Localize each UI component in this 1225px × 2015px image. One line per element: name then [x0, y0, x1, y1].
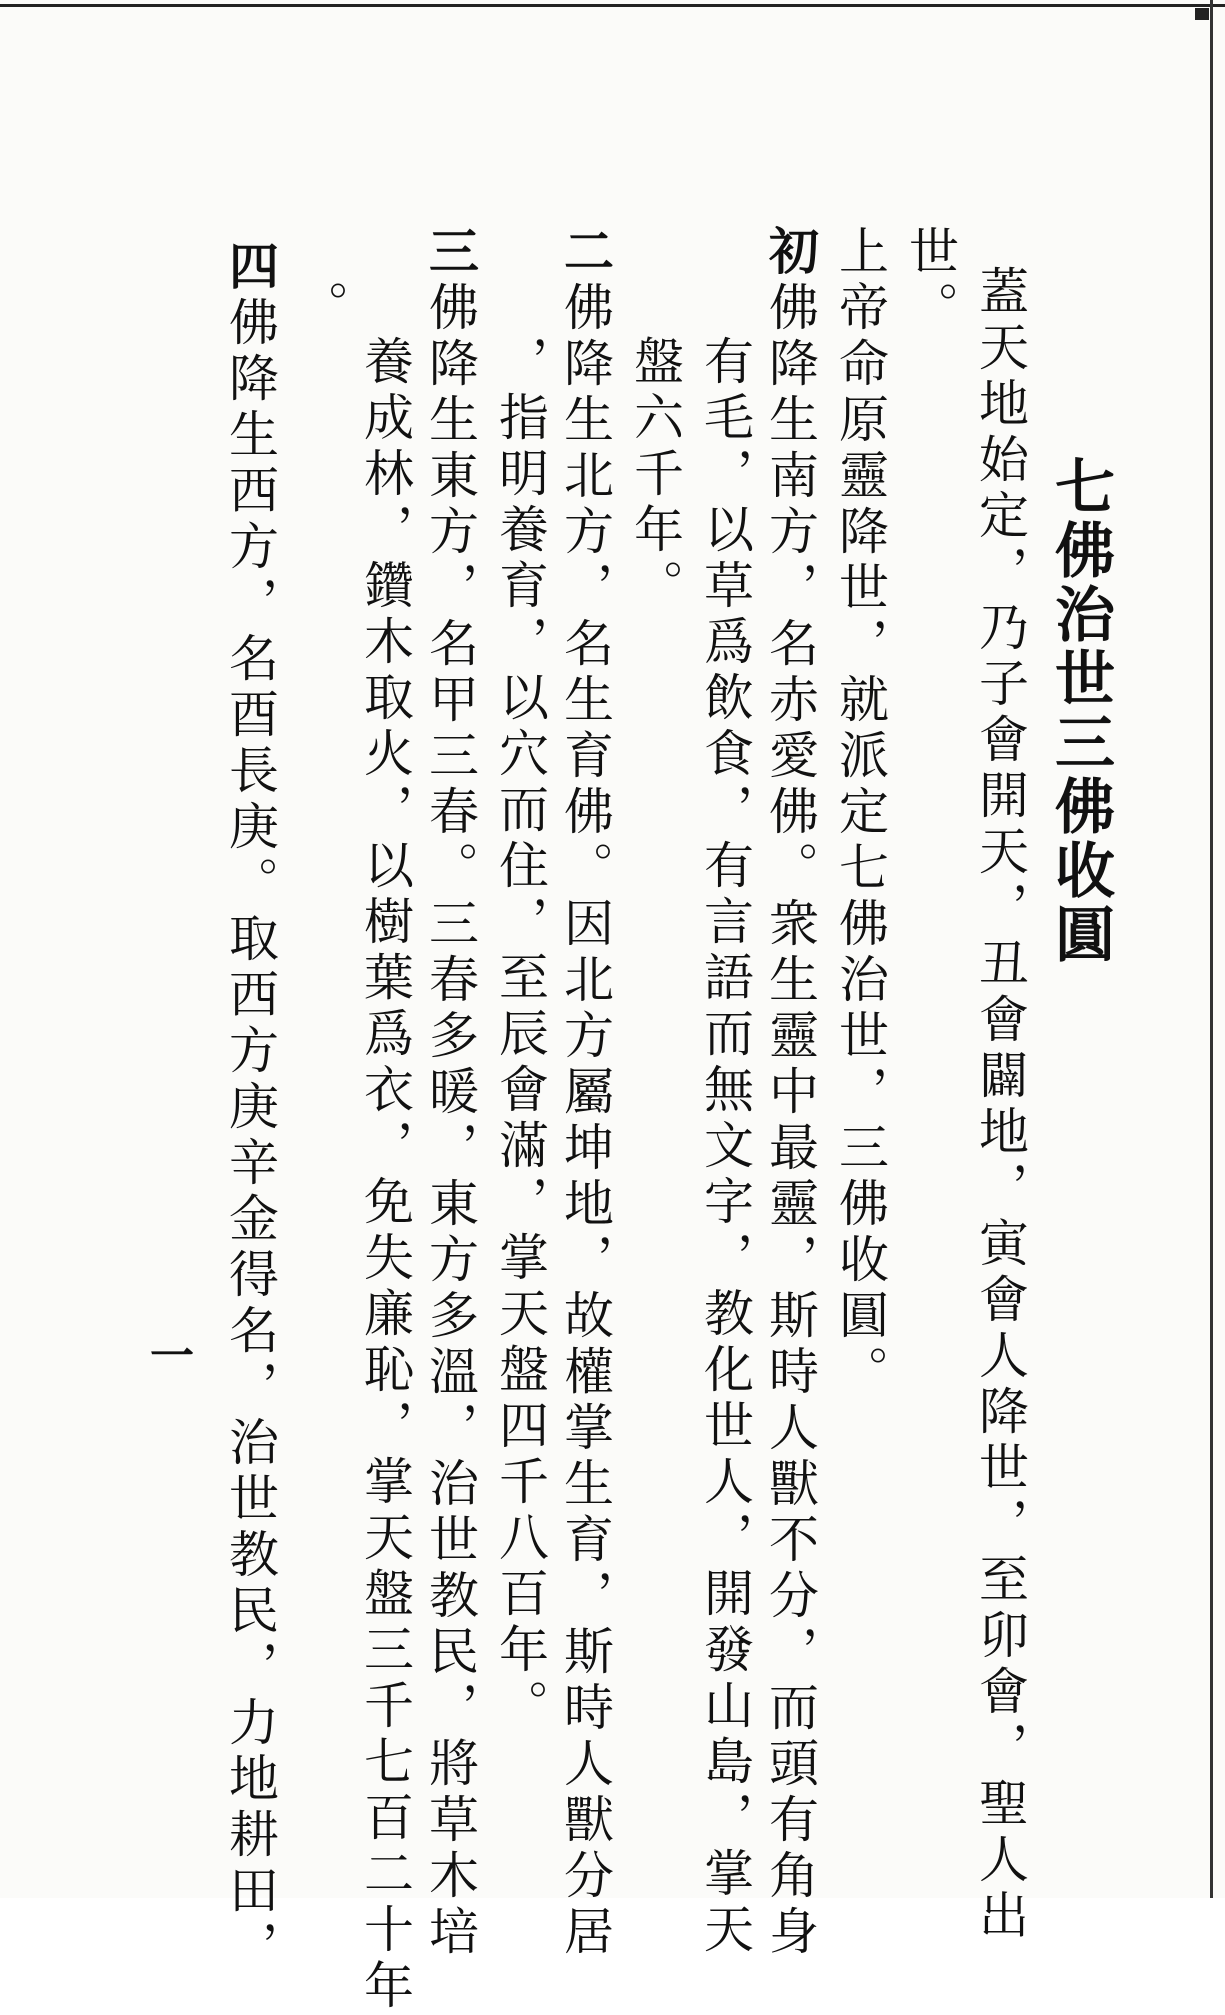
text-column-5: [696, 335, 754, 1959]
column-lead: 初: [761, 225, 820, 281]
page-number: 一: [150, 1331, 194, 1382]
text-column-2: [901, 225, 959, 337]
text-column-1: [971, 265, 1029, 1945]
text-column-11: [291, 280, 349, 336]
text-column-8: [491, 335, 549, 1735]
column-text: 上帝命原靈降世，就派定七佛治世，三佛收圓。: [831, 225, 889, 1401]
column-lead: 四: [221, 240, 280, 296]
column-text: 有毛，以草爲飲食，有言語而無文字，教化世人，開發山島，掌天: [696, 335, 754, 1959]
text-column-9: [421, 225, 480, 1961]
top-border-line: [0, 4, 1225, 7]
column-text: 盤六千年。: [626, 335, 684, 615]
text-column-7: [556, 225, 615, 1961]
column-text: 養成林，鑽木取火，以樹葉爲衣，免失廉恥，掌天盤三千七百二十年: [356, 335, 414, 2015]
text-column-10: [356, 335, 414, 2015]
text-column-4: [761, 225, 820, 1961]
column-lead: 三: [421, 225, 480, 281]
text-column-12: [221, 240, 280, 1976]
column-text: 蓋天地始定，乃子會開天，丑會闢地，寅會人降世，至卯會，聖人出: [971, 265, 1029, 1945]
column-text: 佛降生南方，名赤愛佛。衆生靈中最靈，斯時人獸不分，而頭有角身: [761, 281, 819, 1961]
column-text: 佛降生西方，名酉長庚。取西方庚辛金得名，治世教民，力地耕田，: [221, 296, 279, 1976]
corner-mark: [1195, 8, 1209, 20]
column-lead: 二: [556, 225, 615, 281]
text-column-6: [626, 335, 684, 615]
column-text: 佛降生東方，名甲三春。三春多暖，東方多溫，治世教民，將草木培: [421, 281, 479, 1961]
text-column-3: [831, 225, 889, 1401]
column-text: ，指明養育，以穴而住，至辰會滿，掌天盤四千八百年。: [491, 335, 549, 1735]
column-text: 佛降生北方，名生育佛。因北方屬坤地，故權掌生育，斯時人獸分居: [556, 281, 614, 1961]
page-title: 七佛治世三佛收圓: [1045, 455, 1115, 967]
right-border-line: [1210, 0, 1213, 1898]
column-text: 。: [291, 280, 349, 336]
column-text: 世。: [901, 225, 959, 337]
